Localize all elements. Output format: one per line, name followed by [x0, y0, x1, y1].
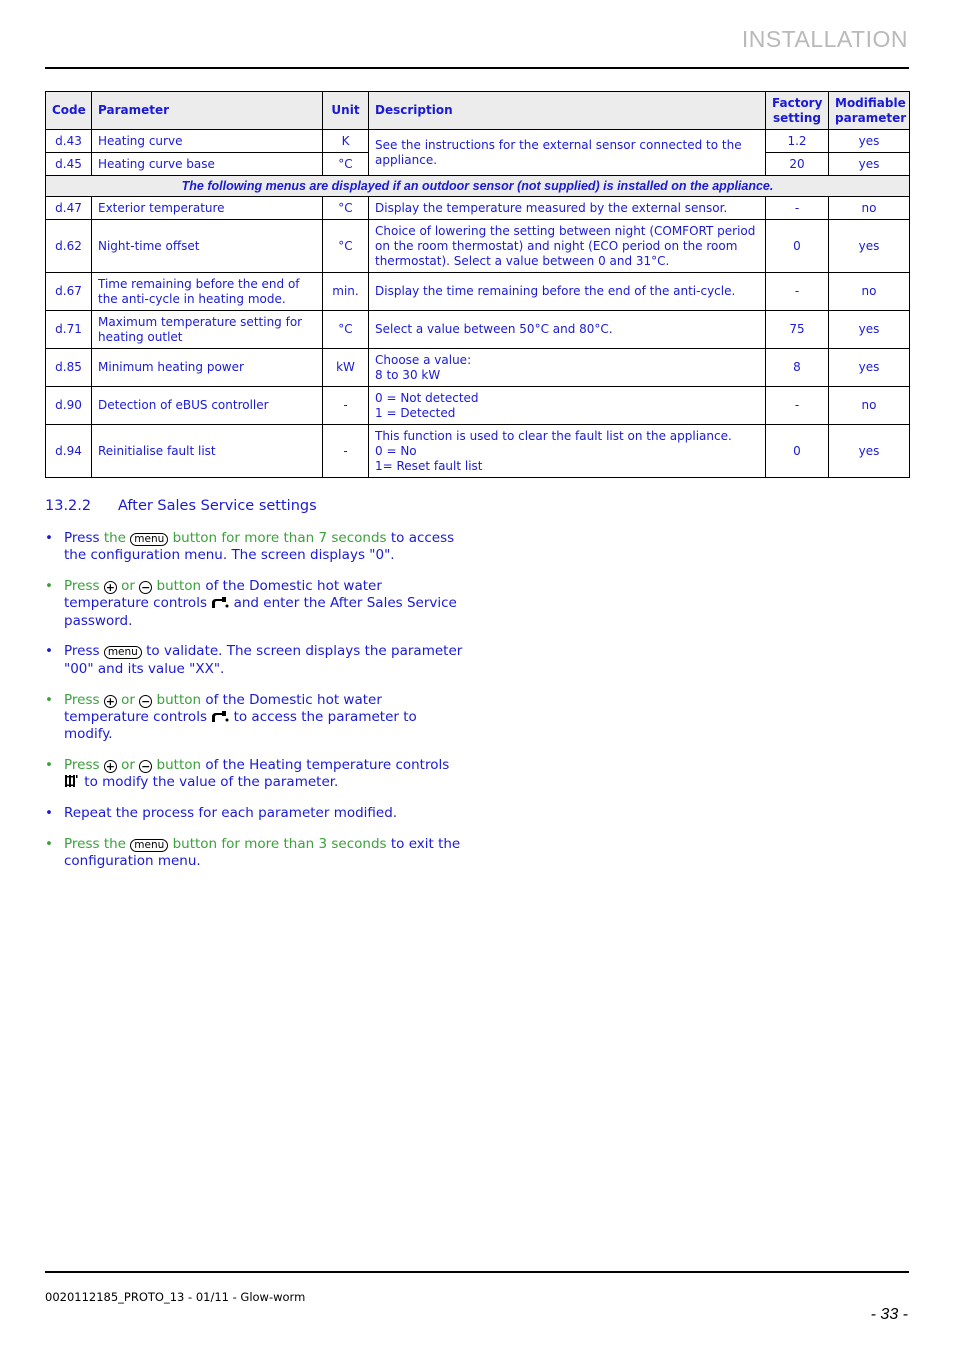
parameter-table [45, 91, 910, 478]
header-code: Code [46, 92, 92, 130]
minus-button-icon: − [141, 581, 151, 595]
cell-description: Display the time remaining before the end of the anti-cycle. [369, 273, 766, 311]
cell-code: d.47 [46, 197, 92, 220]
cell-unit: °C [323, 153, 369, 176]
cell-description: 0 = Not detected 1 = Detected [369, 387, 766, 425]
cell-unit: K [323, 130, 369, 153]
menu-button-icon: menu [130, 533, 168, 546]
plus-button-icon: + [105, 694, 115, 708]
cell-factory: 8 [766, 349, 829, 387]
tap-icon [211, 709, 229, 723]
header-parameter: Parameter [92, 92, 323, 130]
minus-button-icon: − [141, 759, 151, 773]
cell-parameter: Time remaining before the end of the anti-cycle in heating mode. [92, 273, 323, 311]
cell-unit: °C [323, 220, 369, 273]
list-item: • Press menu to validate. The screen displays the parameter "00" and its value "XX". [45, 643, 463, 677]
plus-button-icon: + [105, 581, 115, 595]
minus-button-icon: − [141, 694, 151, 708]
cell-code: d.90 [46, 387, 92, 425]
cell-modifiable: yes [829, 130, 910, 153]
instruction-list [45, 530, 465, 884]
list-item: • Press the menu button for more than 7 seconds to access the configuration menu. The screen displays "0". [45, 530, 455, 564]
cell-parameter: Maximum temperature setting for heating outlet [92, 311, 323, 349]
table-row [46, 273, 910, 311]
section-number: 13.2.2 [45, 498, 92, 514]
cell-modifiable: yes [829, 153, 910, 176]
list-item: • Press + or − button of the Domestic hot water temperature controls to access the parameter to modify. [45, 691, 417, 743]
table-row [46, 311, 910, 349]
cell-modifiable: yes [829, 349, 910, 387]
table-row [46, 387, 910, 425]
table-row [46, 197, 910, 220]
cell-parameter: Detection of eBUS controller [92, 387, 323, 425]
cell-factory: - [766, 387, 829, 425]
cell-factory: 1.2 [766, 130, 829, 153]
plus-button-icon: + [105, 759, 115, 773]
cell-factory: 20 [766, 153, 829, 176]
cell-code: d.85 [46, 349, 92, 387]
list-item: • Press + or − button of the Heating temperature controls to modify the value of the parameter. [45, 756, 450, 791]
cell-modifiable: no [829, 197, 910, 220]
section-title: After Sales Service settings [118, 498, 317, 514]
page-header-title: INSTALLATION [741, 26, 908, 52]
cell-code: d.71 [46, 311, 92, 349]
cell-code: d.45 [46, 153, 92, 176]
section-heading [45, 498, 317, 514]
cell-description: This function is used to clear the fault list on the appliance. 0 = No 1= Reset fault list [369, 425, 766, 478]
cell-unit: min. [323, 273, 369, 311]
table-header-row [46, 92, 910, 130]
cell-description: Choice of lowering the setting between night (COMFORT period on the room thermostat) and night (ECO period on the room thermostat). Select a value between 0 and 31°C. [369, 220, 766, 273]
cell-code: d.67 [46, 273, 92, 311]
cell-factory: - [766, 197, 829, 220]
cell-factory: 0 [766, 220, 829, 273]
cell-description: Choose a value: 8 to 30 kW [369, 349, 766, 387]
cell-unit: °C [323, 311, 369, 349]
cell-parameter: Heating curve base [92, 153, 323, 176]
cell-parameter: Heating curve [92, 130, 323, 153]
cell-unit: - [323, 387, 369, 425]
cell-parameter: Minimum heating power [92, 349, 323, 387]
header-factory-setting: Factory setting [766, 92, 829, 130]
cell-modifiable: yes [829, 311, 910, 349]
header-modifiable: Modifiable parameter [829, 92, 910, 130]
cell-factory: - [766, 273, 829, 311]
cell-unit: °C [323, 197, 369, 220]
cell-code: d.43 [46, 130, 92, 153]
table-row [46, 130, 910, 153]
footer-doc-ref: 0020112185_PROTO_13 - 01/11 - Glow-worm [45, 1290, 306, 1304]
cell-description: Display the temperature measured by the external sensor. [369, 197, 766, 220]
menu-button-icon: menu [104, 646, 142, 659]
cell-modifiable: no [829, 273, 910, 311]
cell-parameter: Exterior temperature [92, 197, 323, 220]
footer-rule [45, 1271, 909, 1273]
outdoor-sensor-note: The following menus are displayed if an outdoor sensor (not supplied) is installed on the appliance. [46, 176, 910, 197]
header-unit: Unit [323, 92, 369, 130]
menu-button-icon: menu [130, 839, 168, 852]
cell-parameter: Reinitialise fault list [92, 425, 323, 478]
table-note-row [46, 176, 910, 197]
table-row [46, 220, 910, 273]
header-rule [45, 67, 909, 69]
table-row [46, 425, 910, 478]
cell-unit: - [323, 425, 369, 478]
cell-modifiable: no [829, 387, 910, 425]
radiator-icon [64, 774, 80, 788]
header-description: Description [369, 92, 766, 130]
cell-code: d.94 [46, 425, 92, 478]
page-number: - 33 - [870, 1306, 908, 1323]
cell-modifiable: yes [829, 425, 910, 478]
tap-icon [211, 595, 229, 609]
cell-code: d.62 [46, 220, 92, 273]
list-item: • Repeat the process for each parameter modified. [45, 805, 398, 822]
cell-description-shared: See the instructions for the external sensor connected to the appliance. [369, 130, 766, 176]
cell-factory: 0 [766, 425, 829, 478]
table-row [46, 349, 910, 387]
list-item: • Press the menu button for more than 3 seconds to exit the configuration menu. [45, 835, 461, 870]
list-item: • Press + or − button of the Domestic hot water temperature controls and enter the After Sales Service password. [45, 578, 457, 629]
cell-factory: 75 [766, 311, 829, 349]
cell-unit: kW [323, 349, 369, 387]
cell-description: Select a value between 50°C and 80°C. [369, 311, 766, 349]
cell-modifiable: yes [829, 220, 910, 273]
cell-parameter: Night-time offset [92, 220, 323, 273]
